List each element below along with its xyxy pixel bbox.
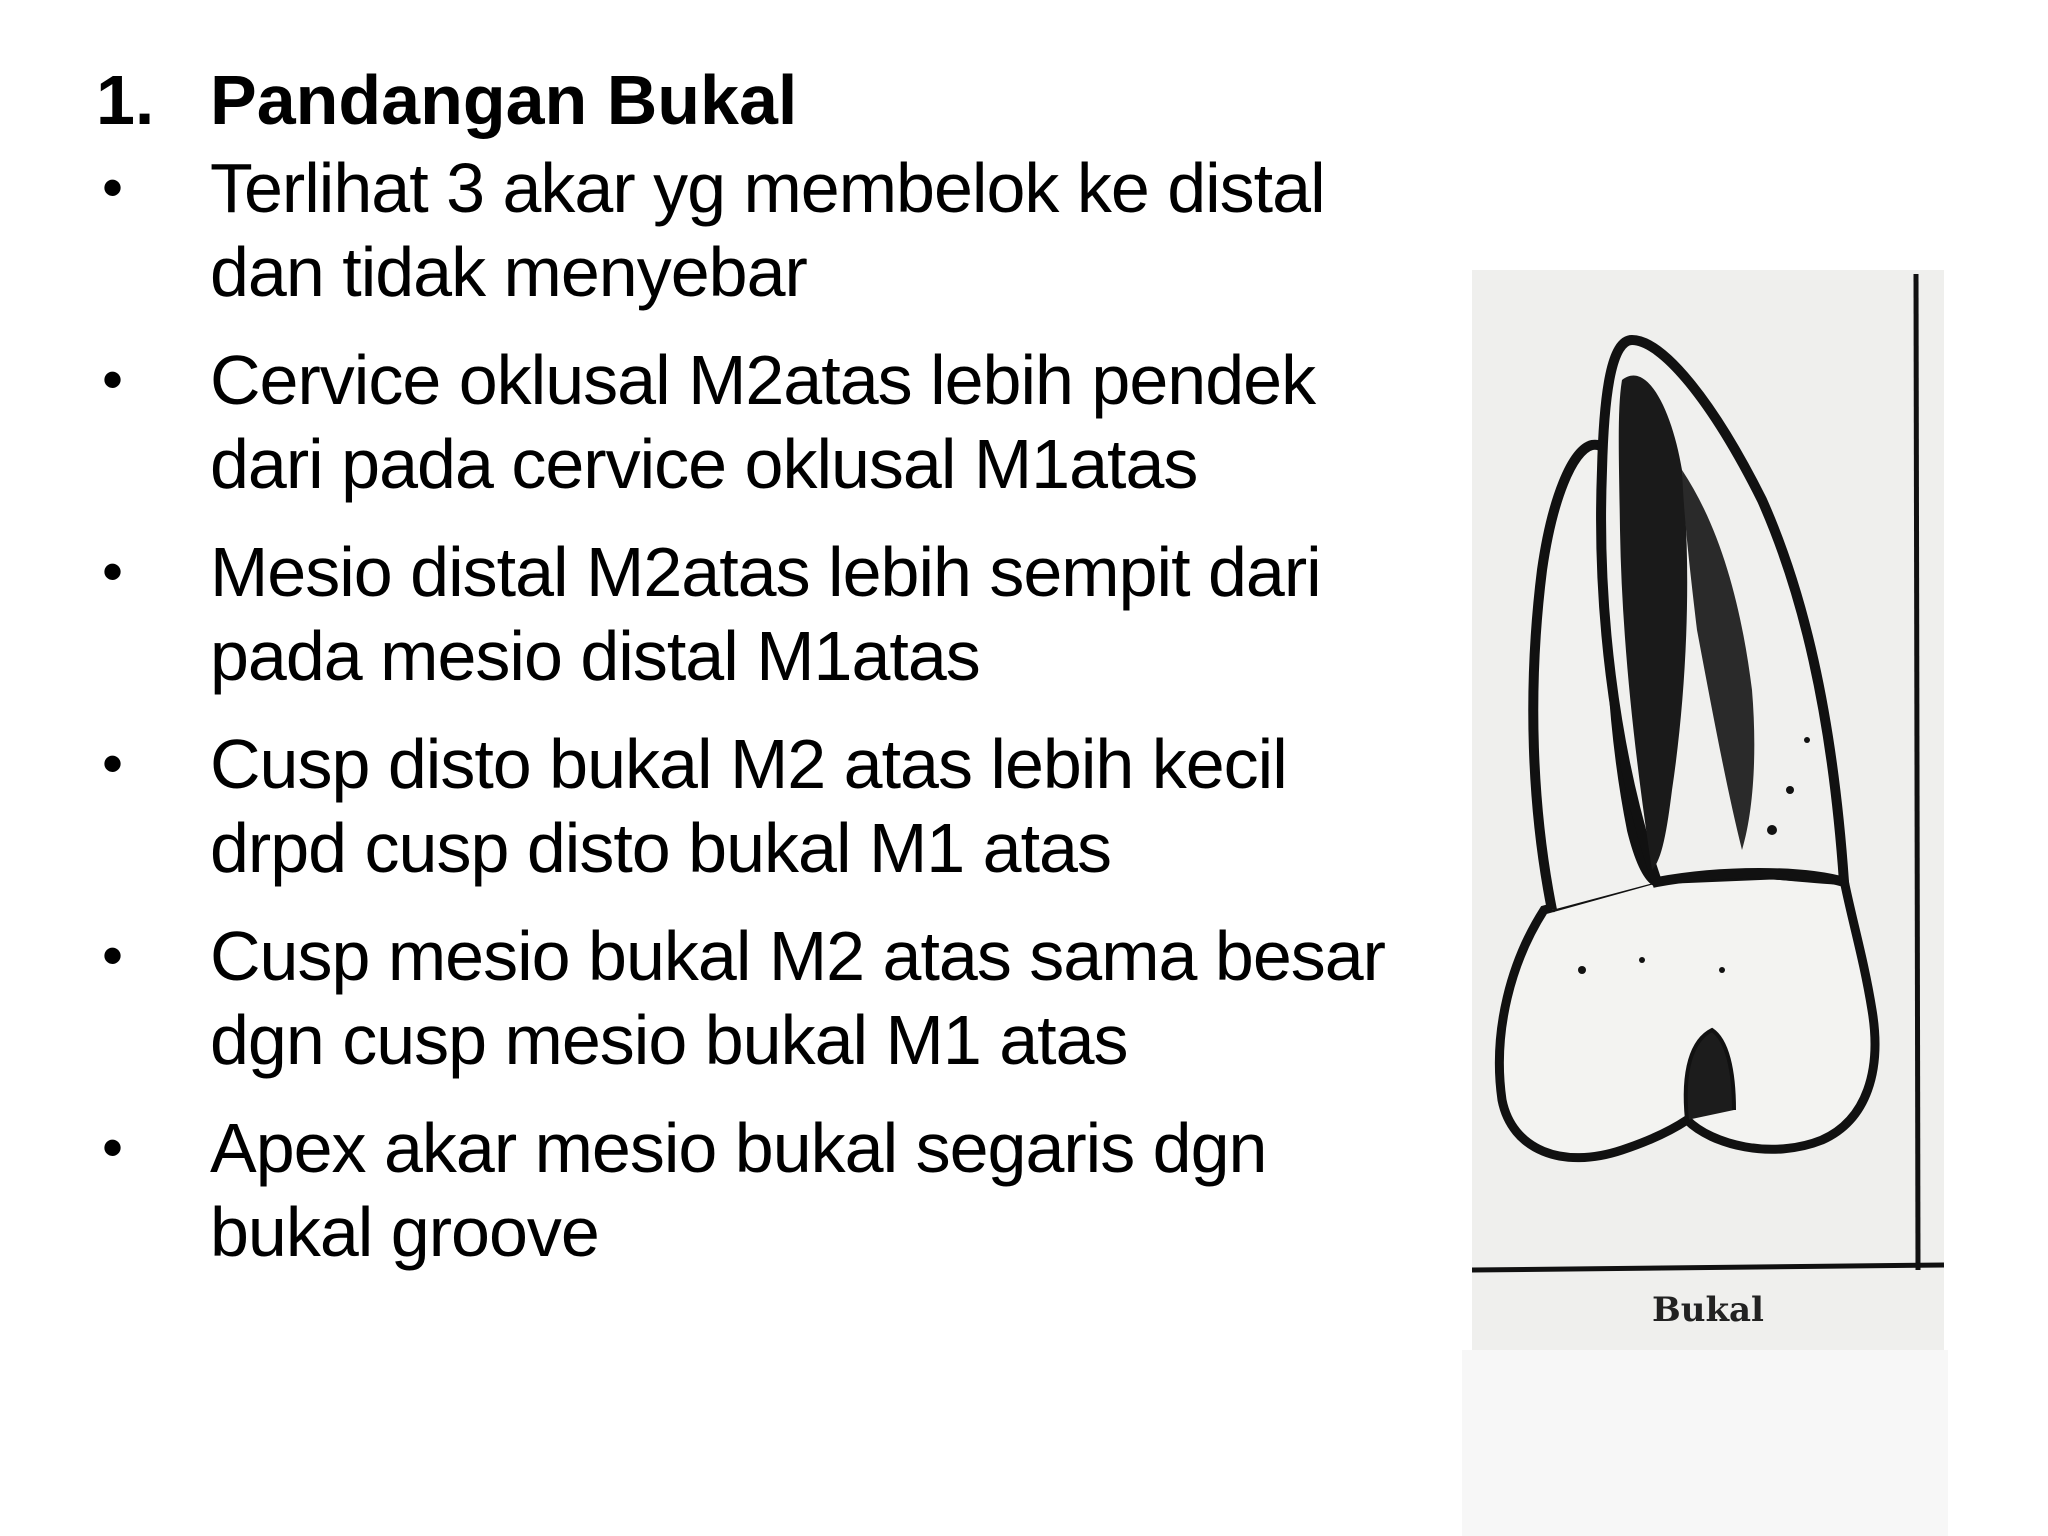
bullet-line: dan tidak menyebar <box>210 233 807 311</box>
list-item <box>96 530 1396 698</box>
tooth-buccal-view-icon <box>1472 270 1944 1350</box>
bullet-text <box>210 914 1390 1082</box>
bullet-line: Terlihat 3 akar yg membelok ke distal <box>210 149 1325 227</box>
list-item <box>96 914 1396 1082</box>
bullet-line: pada mesio distal M1atas <box>210 617 980 695</box>
bullet-line: bukal groove <box>210 1193 599 1271</box>
figure-right-line <box>1916 274 1918 1270</box>
bullet-text <box>210 722 1390 890</box>
bullet-list <box>96 146 1396 1274</box>
figure-caption: Bukal <box>1652 1290 1764 1330</box>
bullet-dot: • <box>102 154 123 221</box>
bullet-dot: • <box>102 538 123 605</box>
slide-content <box>96 58 1396 1298</box>
bullet-dot: • <box>102 730 123 797</box>
bullet-dot: • <box>102 922 123 989</box>
bullet-text <box>210 1106 1390 1274</box>
bullet-text <box>210 530 1390 698</box>
bullet-dot: • <box>102 346 123 413</box>
bullet-line: Cervice oklusal M2atas lebih pendek <box>210 341 1316 419</box>
bullet-text <box>210 146 1390 314</box>
list-item <box>96 338 1396 506</box>
bullet-line: Cusp disto bukal M2 atas lebih kecil <box>210 725 1287 803</box>
figure-bottom-line <box>1472 1265 1944 1270</box>
bullet-dot: • <box>102 1114 123 1181</box>
heading-title: Pandangan Bukal <box>210 61 798 139</box>
list-item <box>96 722 1396 890</box>
bullet-line: dgn cusp mesio bukal M1 atas <box>210 1001 1128 1079</box>
bullet-line: dari pada cervice oklusal M1atas <box>210 425 1198 503</box>
figure-shadow <box>1462 1350 1948 1536</box>
bullet-line: Mesio distal M2atas lebih sempit dari <box>210 533 1321 611</box>
section-heading <box>96 58 1396 142</box>
bullet-text <box>210 338 1390 506</box>
bullet-line: drpd cusp disto bukal M1 atas <box>210 809 1111 887</box>
bullet-line: Cusp mesio bukal M2 atas sama besar <box>210 917 1385 995</box>
heading-number: 1. <box>96 61 155 139</box>
tooth-figure <box>1472 270 1944 1350</box>
bullet-line: Apex akar mesio bukal segaris dgn <box>210 1109 1267 1187</box>
list-item <box>96 1106 1396 1274</box>
list-item <box>96 146 1396 314</box>
